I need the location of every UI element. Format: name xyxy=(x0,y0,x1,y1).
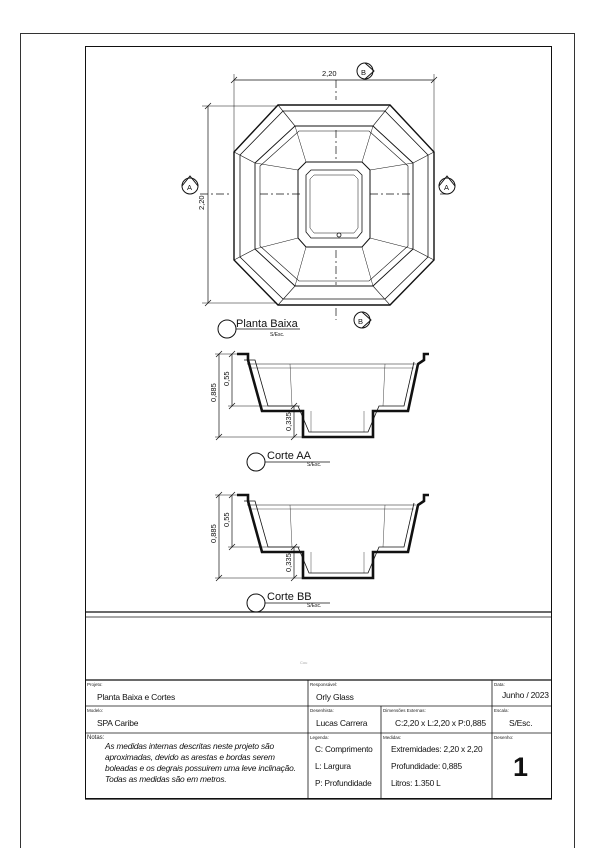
bb-upper-depth: 0,55 xyxy=(222,512,231,527)
modelo-value: SPA Caribe xyxy=(97,718,139,728)
medidas-item: Litros: 1.350 L xyxy=(391,778,441,788)
section-a-left-label: A xyxy=(187,183,193,192)
escala-value: S/Esc. xyxy=(509,718,533,728)
section-a-right-label: A xyxy=(444,183,450,192)
faint-stamp-text: Cou xyxy=(300,660,308,665)
data-label: Data: xyxy=(494,682,505,687)
corte-aa-title: Corte AA xyxy=(267,450,312,462)
notas-line-4: Todas as medidas são em metros. xyxy=(105,774,227,784)
section-b-top-label: B xyxy=(361,68,367,77)
notas-line-2: aproximadas, devido as arestas e bordas serem xyxy=(105,752,275,762)
legenda-item: P: Profundidade xyxy=(315,778,372,788)
corte-aa-scale: S/Esc. xyxy=(307,462,322,468)
desenho-label: Desenho: xyxy=(494,735,514,740)
corte-bb-title: Corte BB xyxy=(267,591,312,603)
corte-bb-scale: S/Esc. xyxy=(307,603,322,609)
plan-height-dimension: 2,20 xyxy=(197,195,206,210)
legenda-list xyxy=(315,741,373,792)
projeto-value: Planta Baixa e Cortes xyxy=(97,692,176,702)
medidas-list xyxy=(391,741,482,792)
desenhista-value: Lucas Carrera xyxy=(316,718,368,728)
aa-step-depth: 0,335 xyxy=(284,412,293,431)
dimensoes-value: C:2,20 x L:2,20 x P:0,885 xyxy=(395,718,486,728)
notas-label: Notas: xyxy=(87,735,105,741)
bb-step-depth: 0,335 xyxy=(284,553,293,572)
projeto-label: Projeto: xyxy=(87,682,103,687)
legenda-item: C: Comprimento xyxy=(315,744,373,754)
medidas-label: Medidas: xyxy=(383,735,402,740)
responsavel-value: Orly Glass xyxy=(316,692,354,702)
data-value: Junho / 2023 xyxy=(502,690,549,700)
plan-scale: S/Esc. xyxy=(270,332,285,338)
medidas-item: Extremidades: 2,20 x 2,20 xyxy=(391,744,483,754)
desenho-number: 1 xyxy=(513,752,529,782)
aa-upper-depth: 0,55 xyxy=(222,371,231,386)
dimensoes-label: Dimensões Externas: xyxy=(383,708,426,713)
desenhista-label: Desenhista: xyxy=(310,708,334,713)
legenda-item: L: Largura xyxy=(315,761,351,771)
plan-title: Planta Baixa xyxy=(236,318,298,330)
plan-width-dimension: 2,20 xyxy=(322,69,337,78)
escala-label: Escala: xyxy=(494,708,509,713)
notas-line-3: boleadas e os degrais possuirem uma leve inclinação. xyxy=(105,763,296,773)
modelo-label: Modelo: xyxy=(87,708,104,713)
responsavel-label: Responsável: xyxy=(310,682,338,687)
aa-total-depth: 0,885 xyxy=(209,383,218,402)
legenda-label: Legenda: xyxy=(310,735,329,740)
medidas-item: Profundidade: 0,885 xyxy=(391,761,462,771)
notas-line-1: As medidas internas descritas neste projeto são xyxy=(105,741,274,751)
section-b-bottom-label: B xyxy=(358,317,364,326)
bb-total-depth: 0,885 xyxy=(209,524,218,543)
